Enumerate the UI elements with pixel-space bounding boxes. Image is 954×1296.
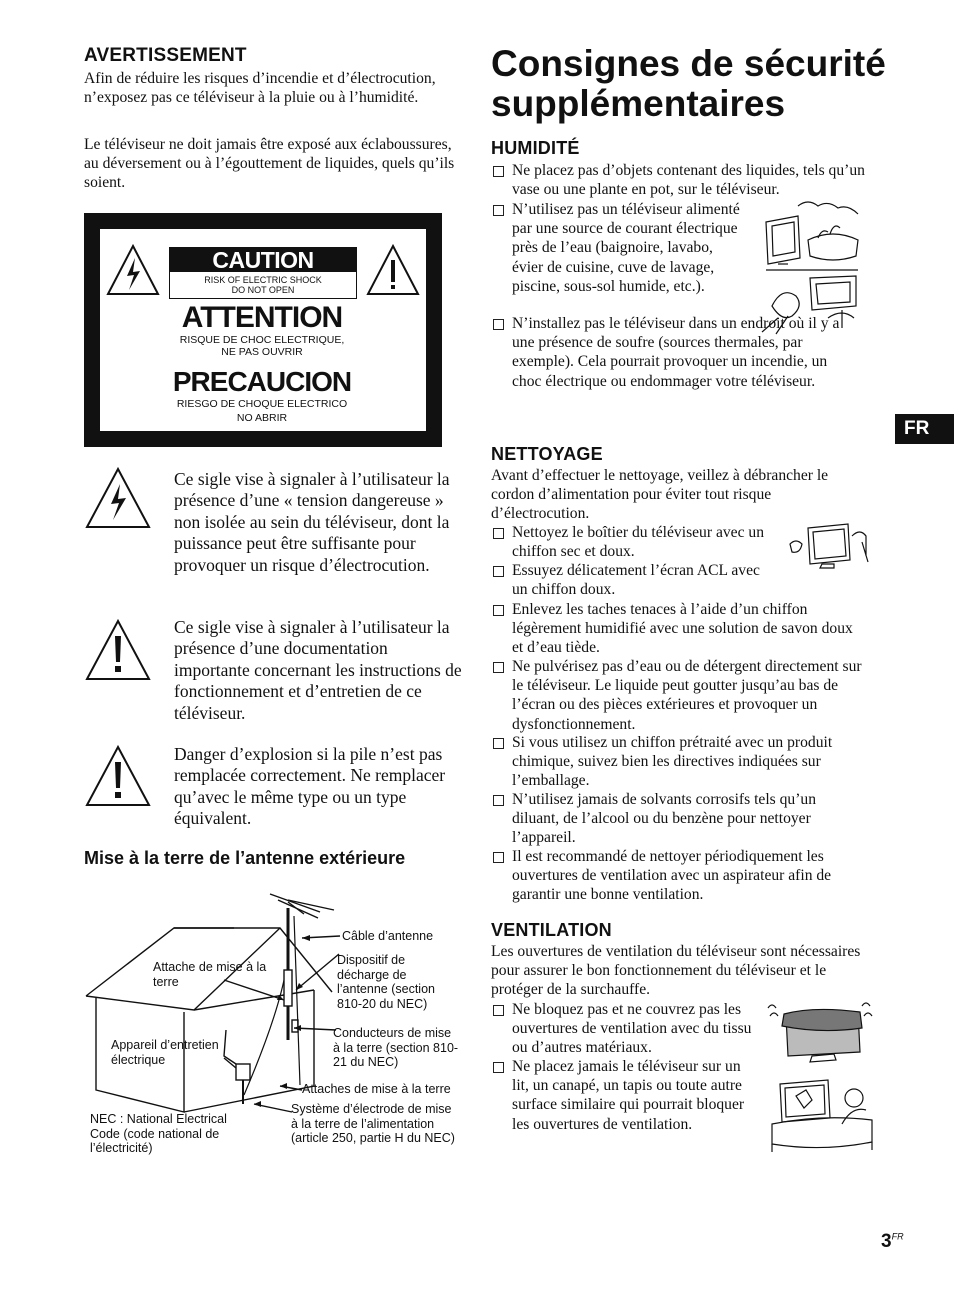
electrode-line-2: à la terre de l’alimentation (291, 1116, 435, 1131)
bullet-box (493, 319, 504, 330)
nettoyage-item-2-text: Essuyez délicatement l’écran ACL avec un chiffon doux. (512, 562, 760, 599)
bullet-box (493, 205, 504, 216)
attention-sub-1: RISQUE DE CHOC ELECTRIQUE, (179, 334, 345, 346)
nettoyage-item-6-text: N’utilisez jamais de solvants corrosifs tels qu’un diluant, de l’alcool ou du benzène pour nettoyer l’appareil. (512, 791, 817, 847)
humidite-item-2 (491, 200, 747, 296)
nettoyage-item-6 (491, 790, 867, 848)
nettoyage-heading: NETTOYAGE (491, 444, 603, 464)
caution-sub-2: DO NOT OPEN (231, 285, 295, 295)
battery-warning-icon (84, 744, 152, 808)
caution-block (169, 247, 357, 299)
bullet-box (493, 1005, 504, 1016)
ventilation-intro: Les ouvertures de ventilation du téléviseur sont nécessaires pour assurer le bon fonctionnement du téléviseur et le protéger de la surchauffe. (491, 943, 861, 999)
nettoyage-item-5 (491, 733, 837, 791)
bullet-box (493, 852, 504, 863)
nettoyage-item-1 (491, 523, 779, 561)
page-number-suffix: FR (891, 1231, 904, 1242)
nettoyage-item-4-text: Ne pulvérisez pas d’eau ou de détergent directement sur le téléviseur. Le liquide peut goutter jusqu’au bas de l’écran ou des pièces extérieures et provoquer un dysfonctionnement. (512, 658, 862, 733)
ventilation-item-1-text: Ne bloquez pas et ne couvrez pas les ouvertures de ventilation avec du tissu ou d’autres matériaux. (512, 1001, 752, 1057)
humidite-item-2-text: N’utilisez pas un téléviseur alimenté par une source de courant électrique près de l’eau (baignoire, lavabo, évier de cuisine, cuve de lavage, piscine, sous-sol humide, etc.). (512, 201, 740, 295)
symbol-2-text: Ce sigle vise à signaler à l’utilisateur la présence d’une documentation importante concernant les instructions de fonctionnement et d’entretien de ce téléviseur. (174, 617, 462, 723)
clamp-line-2: terre (153, 974, 179, 989)
nettoyage-item-7-text: Il est recommandé de nettoyer périodiquement les ouvertures de ventilation avec un aspirateur afin de garantir une bonne ventilation. (512, 848, 832, 904)
conductors-line-1: Conducteurs de mise (333, 1026, 452, 1040)
precaucion-sub-2: NO ABRIR (236, 412, 288, 424)
ventilation-item-1 (491, 1000, 757, 1058)
discharge-line-4: 810-20 du NEC) (337, 996, 428, 1011)
conductors-line-3: 21 du NEC) (333, 1055, 399, 1069)
humidite-heading: HUMIDITÉ (491, 138, 580, 158)
bullet-box (493, 605, 504, 616)
diagram-label-nec-note (90, 1112, 227, 1156)
exclamation-warning-icon (365, 242, 421, 298)
diagram-label-antenna-cable: Câble d’antenne (342, 929, 434, 943)
ventilation-heading: VENTILATION (491, 920, 612, 940)
attention-word: ATTENTION (181, 301, 343, 334)
bullet-box (493, 662, 504, 673)
covered-tv-illustration (764, 1002, 874, 1064)
warning-paragraph-1: Afin de réduire les risques d’incendie et d’électrocution, n’exposez pas ce téléviseur à la pluie ou à l’humidité. (84, 70, 436, 107)
page-title-line-1: Consignes de sécurité (491, 43, 886, 84)
bullet-box (493, 528, 504, 539)
diagram-label-electrode-system (291, 1102, 455, 1146)
exclamation-triangle-icon (84, 618, 152, 682)
warning-paragraph-2: Le téléviseur ne doit jamais être exposé aux éclaboussures, au déversement ou à l’égouttement de liquides, quels qu’ils soient. (84, 136, 455, 192)
ventilation-item-2-text: Ne placez jamais le téléviseur sur un lit, un canapé, un tapis ou toute autre surface similaire qui pourrait bloquer les ouvertures de ventilation. (512, 1058, 745, 1133)
symbol-3-text: Danger d’explosion si la pile n’est pas remplacée correctement. Ne remplacer qu’avec le même type ou un type équivalent. (174, 744, 446, 829)
diagram-label-ground-clamps: Attaches de mise à la terre (302, 1082, 451, 1096)
lightning-bolt-icon (84, 466, 152, 530)
nec-line-3: l’électricité) (90, 1141, 153, 1155)
warning-heading: AVERTISSEMENT (84, 45, 247, 66)
tv-on-bed-illustration (770, 1072, 874, 1152)
nettoyage-item-2 (491, 561, 769, 599)
nettoyage-item-1-text: Nettoyez le boîtier du téléviseur avec un chiffon sec et doux. (512, 524, 764, 561)
nettoyage-item-5-text: Si vous utilisez un chiffon prétraité avec un produit chimique, suivez bien les directives indiquées sur l’emballage. (512, 734, 833, 790)
nettoyage-item-3 (491, 600, 867, 658)
page-number (881, 1231, 904, 1253)
electrode-line-1: Système d’électrode de mise (291, 1102, 452, 1116)
bullet-box (493, 166, 504, 177)
attention-sub-2: NE PAS OUVRIR (221, 346, 303, 358)
humidite-item-1-text: Ne placez pas d’objets contenant des liquides, tels qu’un vase ou une plante en pot, sur le téléviseur. (512, 162, 865, 199)
diagram-label-discharge-unit (337, 953, 435, 1011)
precaucion-word: PRECAUCION (172, 366, 352, 397)
tv-near-water-illustration (758, 198, 870, 338)
diagram-label-ground-clamp (153, 960, 266, 989)
bullet-box (493, 795, 504, 806)
caution-sub-1: RISK OF ELECTRIC SHOCK (204, 275, 322, 285)
page-number-value: 3 (881, 1231, 892, 1252)
bullet-box (493, 738, 504, 749)
nec-line-2: Code (code national de (90, 1126, 220, 1141)
electrode-line-3: (article 250, partie H du NEC) (291, 1131, 455, 1145)
diagram-label-service-equipment (111, 1038, 219, 1067)
clamp-line-1: Attache de mise à la (153, 960, 267, 974)
discharge-line-3: l’antenne (section (337, 982, 435, 996)
symbol-1-text: Ce sigle vise à signaler à l’utilisateur la présence d’une « tension dangereuse » non isolée au sein du téléviseur, dont la puissance peut être suffisante pour provoquer un risque d’électrocution. (174, 469, 450, 575)
antenna-ground-heading: Mise à la terre de l’antenne extérieure (84, 848, 406, 868)
conductors-line-2: à la terre (section 810- (333, 1040, 459, 1055)
bullet-box (493, 566, 504, 577)
nettoyage-intro: Avant d’effectuer le nettoyage, veillez à débrancher le cordon d’alimentation pour éviter tout risque d’électrocution. (491, 467, 829, 523)
tv-cleaning-illustration (786, 522, 872, 572)
humidite-item-1 (491, 161, 867, 199)
caution-word: CAUTION (170, 248, 356, 272)
nec-line-1: NEC : National Electrical (90, 1112, 227, 1126)
nettoyage-item-7 (491, 847, 867, 905)
electric-shock-warning-icon (105, 242, 161, 298)
nettoyage-item-4 (491, 657, 867, 734)
precaucion-sub-1: RIESGO DE CHOQUE ELECTRICO (176, 398, 348, 410)
service-line-2: électrique (111, 1052, 166, 1067)
service-line-1: Appareil d’entretien (111, 1038, 219, 1052)
language-tab: FR (895, 414, 954, 444)
humidite-item-3-text: N’installez pas le téléviseur dans un endroit où il y a une présence de soufre (sources thermales, par exemple). Cela pourrait provoquer un incendie, un choc électrique ou endommager votre téléviseur. (512, 315, 840, 390)
discharge-line-2: décharge de (337, 967, 407, 982)
discharge-line-1: Dispositif de (337, 953, 406, 967)
caution-label-box (84, 213, 442, 447)
ventilation-item-2 (491, 1057, 757, 1134)
page-title-line-2: supplémentaires (491, 83, 786, 124)
diagram-label-ground-conductors (333, 1026, 458, 1070)
bullet-box (493, 1062, 504, 1073)
nettoyage-item-3-text: Enlevez les taches tenaces à l’aide d’un chiffon légèrement humidifié avec une solution de savon doux et d’eau tiède. (512, 601, 853, 657)
